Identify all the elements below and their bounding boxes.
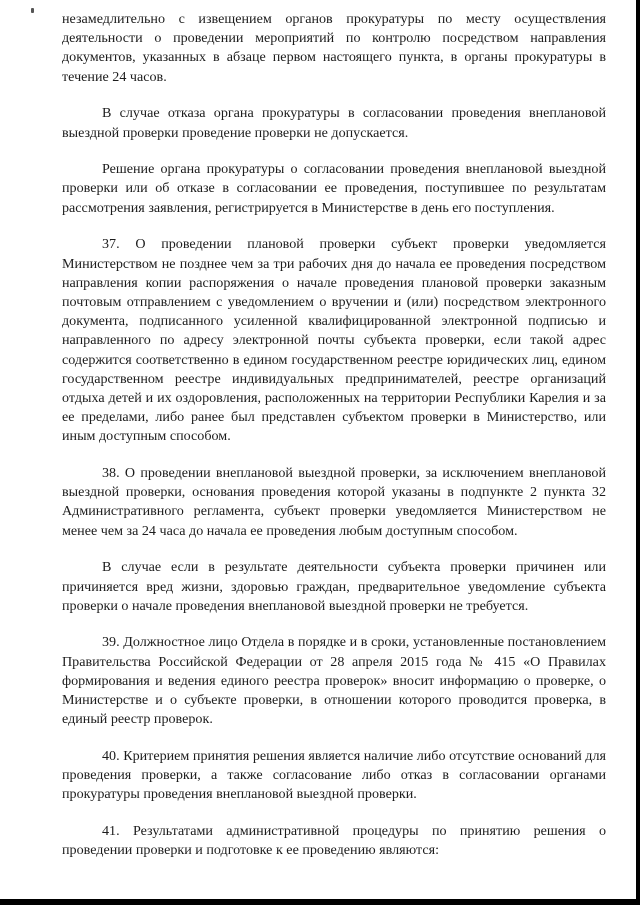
paragraph-item-39: 39. Должностное лицо Отдела в порядке и в сроки, установленные постановлением Правительства Российской Федерации от 28 апреля 2015 года № 415 «О Правилах формирования и ведения единого реестра проверок» вносит информацию о проверке, о Министерстве и о субъекте проверки, в отношении которого проводится проверка, в единый реестр проверок. [62, 634, 606, 728]
document-body [62, 10, 606, 878]
paragraph-refusal: В случае отказа органа прокуратуры в согласовании проведения внеплановой выездной проверки проведение проверки не допускается. [62, 105, 606, 141]
paragraph-item-41: 41. Результатами административной процедуры по принятию решения о проведении проверки и подготовке к ее проведению являются: [62, 823, 606, 859]
scan-edge-right [636, 0, 640, 905]
paragraph-harm-case: В случае если в результате деятельности субъекта проверки причинен или причиняется вред жизни, здоровью граждан, предварительное уведомление субъекта проверки о начале проведения внеплановой выездной проверки не требуется. [62, 559, 606, 614]
scan-speck [31, 8, 34, 13]
scan-edge-bottom [0, 899, 640, 905]
paragraph-continuation: незамедлительно с извещением органов прокуратуры по месту осуществления деятельности о проведении мероприятий по контролю посредством направления документов, указанных в абзаце первом настоящего пункта, в органы прокуратуры в течение 24 часов. [62, 11, 606, 85]
paragraph-decision-registration: Решение органа прокуратуры о согласовании проведения внеплановой выездной проверки или об отказе в согласовании ее проведения, поступившее по результатам рассмотрения заявления, регистрируется в Министерстве в день его поступления. [62, 161, 606, 216]
paragraph-item-40: 40. Критерием принятия решения является наличие либо отсутствие оснований для проведения проверки, а также согласование либо отказ в согласовании органами прокуратуры проведения внеплановой выездной проверки. [62, 748, 606, 803]
paragraph-item-37: 37. О проведении плановой проверки субъект проверки уведомляется Министерством не позднее чем за три рабочих дня до начала ее проведения посредством направления копии распоряжения о начале проведения плановой проверки заказным почтовым отправлением с уведомлением о вручении и (или) посредством электронного документа, подписанного усиленной квалифицированной электронной подписью и направленного по адресу электронной почты субъекта проверки, если такой адрес содержится соответственно в едином государственном реестре юридических лиц, едином государственном реестре индивидуальных предпринимателей, реестре организаций отдыха детей и их оздоровления, расположенных на территории Республики Карелия и за ее пределами, либо ранее был представлен субъектом проверки в Министерство, или иным доступным способом. [62, 236, 606, 445]
paragraph-item-38: 38. О проведении внеплановой выездной проверки, за исключением внеплановой выездной проверки, основания проведения которой указаны в подпункте 2 пункта 32 Административного регламента, субъект проверки уведомляется Министерством не менее чем за 24 часа до начала ее проведения любым доступным способом. [62, 465, 606, 539]
